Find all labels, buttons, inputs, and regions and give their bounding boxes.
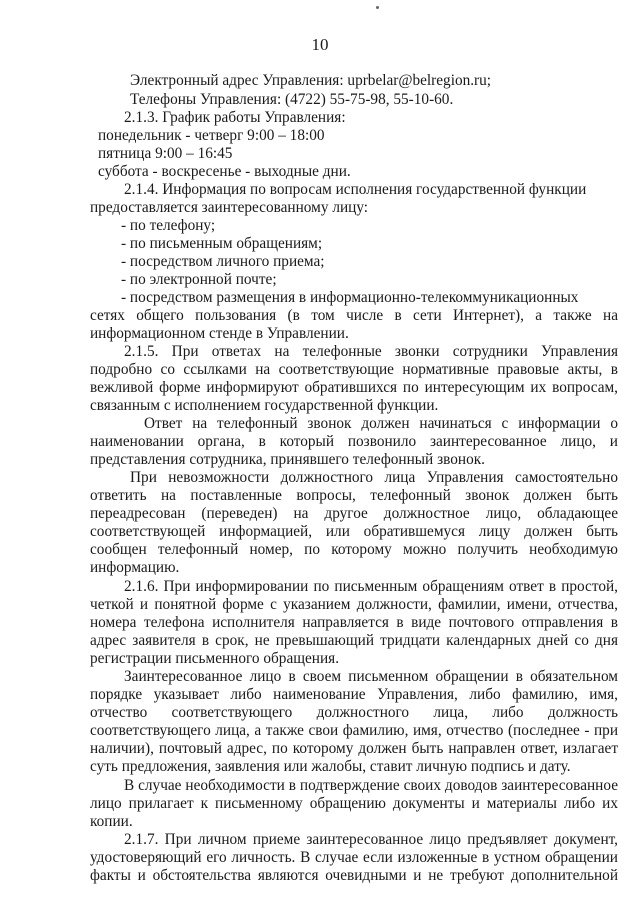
section-2-1-6-line-2: четкой и понятной форме с указанием должности, фамилии, имени, отчества, bbox=[90, 596, 618, 613]
written-request-line-2: порядке указывает либо наименование Управления, либо фамилию, имя, bbox=[90, 686, 618, 703]
section-2-1-6-line-3: номера телефона исполнителя направляется в виде почтового отправления в bbox=[90, 614, 618, 631]
section-2-1-5-line-1: 2.1.5. При ответах на телефонные звонки сотрудники Управления bbox=[124, 343, 618, 360]
phone-answer-line-3: представления сотрудника, принявшего телефонный звонок. bbox=[90, 451, 485, 468]
scan-speck bbox=[376, 6, 379, 9]
phone-answer-line-1: Ответ на телефонный звонок должен начинаться с информации о bbox=[144, 415, 618, 432]
written-request-line-6: суть предложения, заявления или жалобы, ставит личную подпись и дату. bbox=[90, 758, 571, 775]
attachments-line-1: В случае необходимости в подтверждение своих доводов заинтересованное bbox=[124, 777, 618, 794]
written-request-line-5: наличии), почтовый адрес, по которому должен быть направлен ответ, излагает bbox=[90, 740, 618, 757]
list-item-email: - по электронной почте; bbox=[121, 271, 277, 288]
schedule-mon-thu: понедельник - четверг 9:00 – 18:00 bbox=[98, 127, 325, 144]
section-2-1-3-heading: 2.1.3. График работы Управления: bbox=[124, 109, 346, 126]
redirect-line-4: соответствующей информацией, или обратившемуся лицу должен быть bbox=[90, 523, 618, 540]
written-request-line-3: отчество соответствующего должностного лица, либо должность bbox=[90, 704, 618, 721]
written-request-line-4: соответствующего лица, а также свои фамилию, имя, отчество (последнее - при bbox=[90, 722, 618, 739]
redirect-line-1: При невозможности должностного лица Управления самостоятельно bbox=[130, 469, 618, 486]
redirect-line-5: сообщен телефонный номер, по которому можно получить необходимую bbox=[90, 541, 618, 558]
attachments-line-2: лицо прилагает к письменному обращению документы и материалы либо их bbox=[90, 795, 618, 812]
section-2-1-4-line-1: 2.1.4. Информация по вопросам исполнения государственной функции bbox=[124, 181, 587, 198]
schedule-weekend: суббота - воскресенье - выходные дни. bbox=[98, 163, 351, 180]
section-2-1-5-line-4: связанным с исполнением государственной функции. bbox=[90, 397, 439, 414]
list-item-phone: - по телефону; bbox=[121, 217, 216, 234]
redirect-line-3: переадресован (переведен) на другое должностное лицо, обладающее bbox=[90, 505, 618, 522]
list-item-personal: - посредством личного приема; bbox=[121, 253, 325, 270]
redirect-line-2: ответить на поставленные вопросы, телефонный звонок должен быть bbox=[90, 487, 618, 504]
list-item-network-line-3: информационном стенде в Управлении. bbox=[90, 325, 349, 342]
section-2-1-6-line-1: 2.1.6. При информировании по письменным обращениям ответ в простой, bbox=[124, 578, 618, 595]
list-item-written: - по письменным обращениям; bbox=[121, 235, 323, 252]
section-2-1-5-line-3: вежливой форме информируют обратившихся по интересующим их вопросам, bbox=[90, 379, 618, 396]
section-2-1-7-line-3: факты и обстоятельства являются очевидными и не требуют дополнительной bbox=[90, 867, 618, 884]
section-2-1-6-line-4: адрес заявителя в срок, не превышающий тридцати календарных дней со дня bbox=[90, 632, 618, 649]
phones-line: Телефоны Управления: (4722) 55-75-98, 55-10-60. bbox=[130, 91, 454, 108]
page-number: 10 bbox=[311, 35, 329, 54]
section-2-1-6-line-5: регистрации письменного обращения. bbox=[90, 650, 340, 667]
section-2-1-7-line-1: 2.1.7. При личном приеме заинтересованное лицо предъявляет документ, bbox=[124, 831, 618, 848]
list-item-network-line-2: сетях общего пользования (в том числе в сети Интернет), а также на bbox=[90, 307, 618, 324]
email-line: Электронный адрес Управления: uprbelar@belregion.ru; bbox=[130, 72, 492, 89]
list-item-network-line-1: - посредством размещения в информационно-телекоммуникационных bbox=[121, 289, 579, 306]
written-request-line-1: Заинтересованное лицо в своем письменном обращении в обязательном bbox=[124, 668, 618, 685]
attachments-line-3: копии. bbox=[90, 813, 133, 830]
section-2-1-4-line-2: предоставляется заинтересованному лицу: bbox=[90, 199, 369, 216]
schedule-friday: пятница 9:00 – 16:45 bbox=[98, 145, 233, 162]
redirect-line-6: информацию. bbox=[90, 559, 180, 576]
section-2-1-7-line-2: удостоверяющий его личность. В случае если изложенные в устном обращении bbox=[90, 849, 618, 866]
section-2-1-5-line-2: подробно со ссылками на соответствующие нормативные правовые акты, в bbox=[90, 361, 618, 378]
phone-answer-line-2: наименовании органа, в который позвонило заинтересованное лицо, и bbox=[90, 433, 618, 450]
